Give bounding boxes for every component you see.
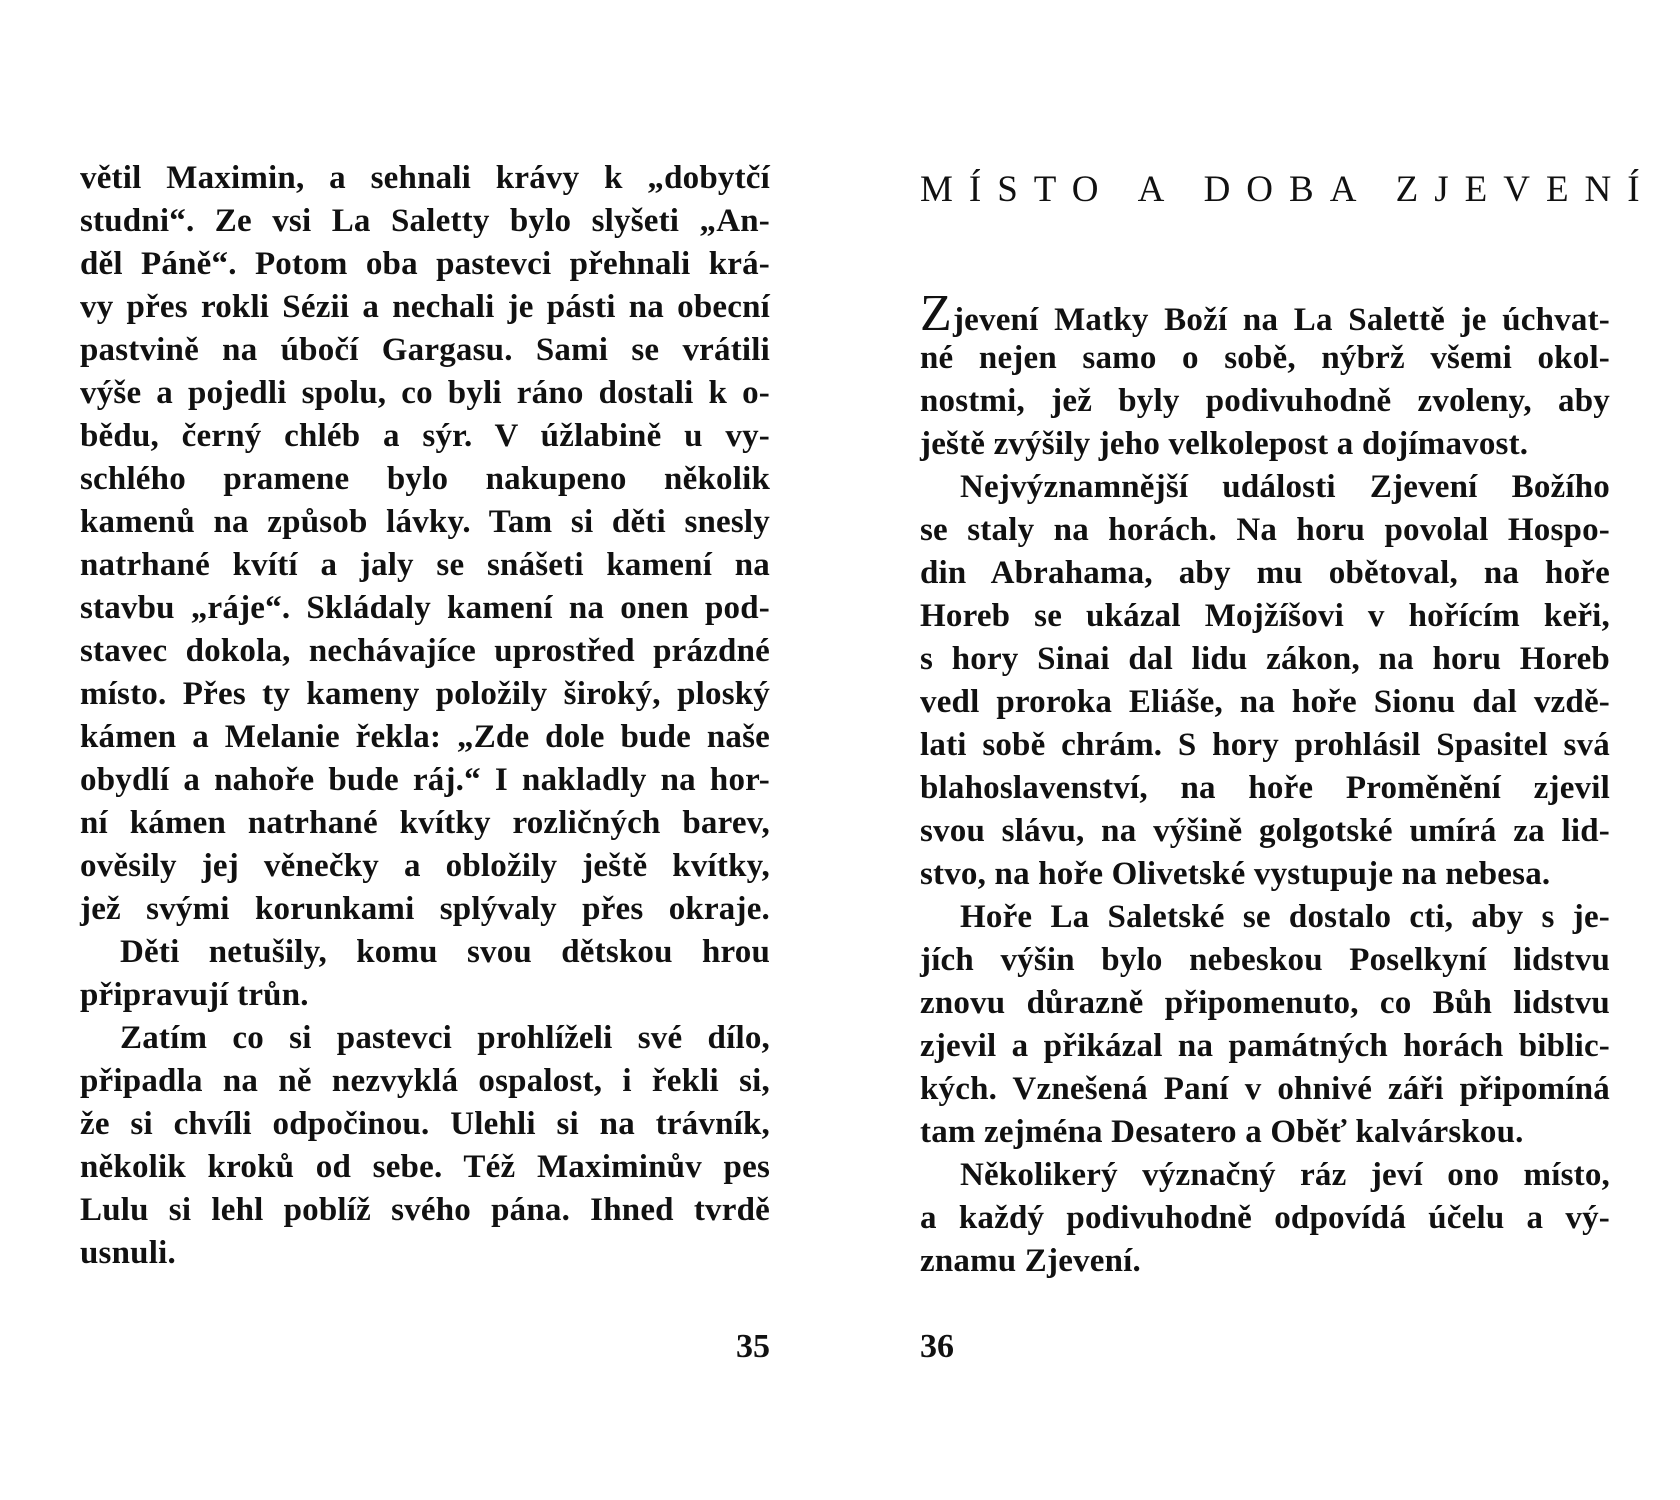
left-line-22: připadla na ně nezvyklá ospalost, i řekli si,: [80, 1063, 770, 1099]
left-line-23: že si chvíli odpočinou. Ulehli si na trávník,: [80, 1106, 770, 1142]
right-line-5: Nejvýznamnější události Zjevení Božího: [960, 469, 1610, 505]
right-line-9: s hory Sinai dal lidu zákon, na horu Horeb: [920, 641, 1610, 677]
right-line-1: [920, 285, 1610, 342]
left-line-26: usnuli.: [80, 1235, 176, 1271]
left-line-7: bědu, černý chléb a sýr. V úžlabině u vy-: [80, 418, 770, 454]
left-line-1: větil Maximin, a sehnali krávy k „dobytčí: [80, 160, 770, 196]
left-line-16: ní kámen natrhané kvítky rozličných barev,: [80, 805, 770, 841]
right-line-22: a každý podivuhodně odpovídá účelu a vý-: [920, 1200, 1610, 1236]
right-line-21: Několikerý význačný ráz jeví ono místo,: [960, 1157, 1610, 1193]
drop-cap-letter: Z: [920, 285, 952, 342]
right-line-15: Hoře La Saletské se dostalo cti, aby s je-: [960, 899, 1610, 935]
right-line-20: tam zejména Desatero a Oběť kalvárskou.: [920, 1114, 1524, 1150]
right-line-1-text: jevení Matky Boží na La Salettě je úchvat-: [952, 302, 1610, 338]
left-line-19: Děti netušily, komu svou dětskou hrou: [120, 934, 770, 970]
left-line-14: kámen a Melanie řekla: „Zde dole bude naše: [80, 719, 770, 755]
left-line-2: studni“. Ze vsi La Saletty bylo slyšeti „An-: [80, 203, 770, 239]
left-line-24: několik kroků od sebe. Též Maximinův pes: [80, 1149, 770, 1185]
right-line-19: kých. Vznešená Paní v ohnivé záři připomíná: [920, 1071, 1610, 1107]
right-line-14: stvo, na hoře Olivetské vystupuje na nebesa.: [920, 856, 1551, 892]
left-line-20: připravují trůn.: [80, 977, 309, 1013]
right-line-2: né nejen samo o sobě, nýbrž všemi okol-: [920, 340, 1610, 376]
left-line-5: pastvině na úbočí Gargasu. Sami se vrátili: [80, 332, 770, 368]
right-line-17: znovu důrazně připomenuto, co Bůh lidstvu: [920, 985, 1610, 1021]
left-page-number: 35: [736, 1328, 770, 1365]
left-line-10: natrhané kvítí a jaly se snášeti kamení na: [80, 547, 770, 583]
left-line-8: schlého pramene bylo nakupeno několik: [80, 461, 770, 497]
right-line-23: znamu Zjevení.: [920, 1243, 1141, 1279]
right-line-8: Horeb se ukázal Mojžíšovi v hořícím keři,: [920, 598, 1610, 634]
left-line-9: kamenů na způsob lávky. Tam si děti snesly: [80, 504, 770, 540]
right-page: [920, 0, 1656, 1500]
right-line-11: lati sobě chrám. S hory prohlásil Spasitel svá: [920, 727, 1610, 763]
left-line-12: stavec dokola, nechávajíce uprostřed prázdné: [80, 633, 770, 669]
left-line-25: Lulu si lehl poblíž svého pána. Ihned tvrdě: [80, 1192, 770, 1228]
left-line-3: děl Páně“. Potom oba pastevci přehnali krá-: [80, 246, 770, 282]
right-line-6: se staly na horách. Na horu povolal Hospo-: [920, 512, 1610, 548]
right-line-13: svou slávu, na výšině golgotské umírá za lid-: [920, 813, 1610, 849]
right-page-number: 36: [920, 1328, 954, 1365]
left-line-17: ověsily jej věnečky a obložily ještě kvítky,: [80, 848, 770, 884]
left-line-18: jež svými korunkami splývaly přes okraje.: [80, 891, 770, 927]
right-line-7: din Abrahama, aby mu obětoval, na hoře: [920, 555, 1610, 591]
left-line-21: Zatím co si pastevci prohlíželi své dílo,: [120, 1020, 770, 1056]
right-line-16: jích výšin bylo nebeskou Poselkyní lidstvu: [920, 942, 1610, 978]
right-line-4: ještě zvýšily jeho velkolepost a dojímavost.: [920, 426, 1529, 462]
right-line-18: zjevil a přikázal na památných horách biblic-: [920, 1028, 1610, 1064]
right-line-3: nostmi, jež byly podivuhodně zvoleny, aby: [920, 383, 1610, 419]
left-line-13: místo. Přes ty kameny položily široký, ploský: [80, 676, 770, 712]
left-line-4: vy přes rokli Sézii a nechali je pásti na obecní: [80, 289, 770, 325]
left-page: [80, 0, 770, 1500]
right-line-12: blahoslavenství, na hoře Proměnění zjevil: [920, 770, 1610, 806]
left-line-11: stavbu „ráje“. Skládaly kamení na onen pod-: [80, 590, 770, 626]
left-line-6: výše a pojedli spolu, co byli ráno dostali k o-: [80, 375, 770, 411]
right-line-10: vedl proroka Eliáše, na hoře Sionu dal vzdě-: [920, 684, 1610, 720]
left-line-15: obydlí a nahoře bude ráj.“ I nakladly na hor-: [80, 762, 770, 798]
chapter-heading: MÍSTO A DOBA ZJEVENÍ: [920, 169, 1656, 210]
